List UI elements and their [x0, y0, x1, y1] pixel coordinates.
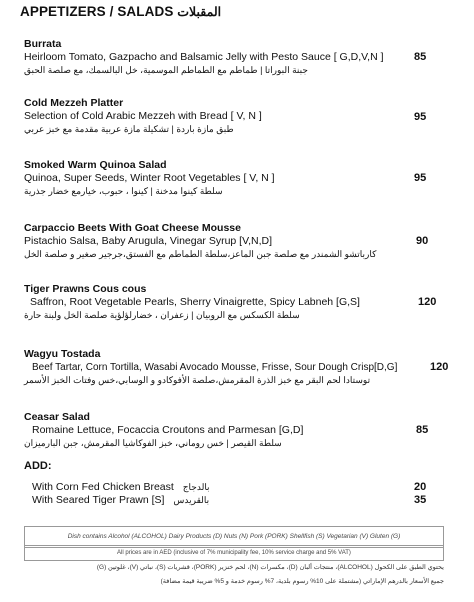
add-option-label: With Corn Fed Chicken Breast	[32, 481, 174, 493]
item-description-ar: كارباتشو الشمندر مع صلصة جبن الماعز،سلطة الطماطم مع الفستق،جرجير صغير و صلصة الخل	[24, 249, 377, 259]
item-price: 120	[430, 361, 449, 373]
item-description-ar: سلطة الكسكس مع الروبيان | زعفران ، خضارلؤلؤية صلصة الخل ولبنة حارة	[24, 310, 300, 320]
item-price: 120	[418, 296, 437, 308]
item-name: Smoked Warm Quinoa Salad	[24, 159, 167, 171]
title-ar: المقبلات	[177, 5, 222, 19]
item-description: Quinoa, Super Seeds, Winter Root Vegetables [ V, N ]	[24, 172, 275, 184]
menu-item	[24, 97, 444, 135]
item-price: 95	[414, 172, 427, 184]
item-name: Wagyu Tostada	[24, 348, 101, 360]
allergen-legend: Dish contains Alcohol (ALCOHOL) Dairy Products (D) Nuts (N) Pork (PORK) Shellfish (S) Vegetarian (V) Gluten (G)	[24, 526, 444, 548]
menu-item	[24, 222, 444, 260]
price-note-ar: جميع الأسعار بالدرهم الإماراتي (مشتملة على 10% رسوم بلدية، 7% رسوم خدمة و 5% ضريبة قيمة مضافة)	[160, 578, 444, 585]
menu-item	[24, 283, 444, 321]
item-description: Beef Tartar, Corn Tortilla, Wasabi Avocado Mousse, Frisse, Sour Dough Crisp[D,G]	[32, 362, 398, 373]
item-description: Heirloom Tomato, Gazpacho and Balsamic Jelly with Pesto Sauce [ G,D,V,N ]	[24, 51, 384, 63]
menu-item	[24, 159, 444, 197]
add-heading: ADD:	[24, 460, 52, 472]
menu-item	[24, 411, 444, 449]
item-description: Selection of Cold Arabic Mezzeh with Bread [ V, N ]	[24, 110, 262, 122]
item-name: Ceasar Salad	[24, 411, 90, 423]
page-title	[20, 4, 221, 19]
item-name: Carpaccio Beets With Goat Cheese Mousse	[24, 222, 241, 234]
menu-item	[24, 38, 444, 76]
item-name: Cold Mezzeh Platter	[24, 97, 124, 109]
add-option	[32, 494, 432, 506]
item-price: 95	[414, 111, 427, 123]
title-en: APPETIZERS / SALADS	[20, 4, 174, 19]
item-description: Romaine Lettuce, Focaccia Croutons and Parmesan [G,D]	[32, 424, 304, 436]
item-description-ar: توستادا لحم البقر مع خبز الذرة المقرمش،صلصة الأفوكادو و الوسابي،خس وفتات الخبز الأسمر	[24, 375, 371, 385]
add-option	[32, 481, 432, 493]
add-option-price: 20	[414, 481, 427, 493]
item-description-ar: طبق مازة باردة | تشكيلة مازة عربية مقدمة مع خبز عربي	[24, 124, 234, 134]
item-name: Tiger Prawns Cous cous	[24, 283, 147, 295]
item-price: 90	[416, 235, 429, 247]
add-option-ar: بالدجاج	[182, 482, 210, 492]
price-note: All prices are in AED (inclusive of 7% municipality fee, 10% service charge and 5% VAT)	[24, 545, 444, 561]
item-price: 85	[416, 424, 429, 436]
item-description: Saffron, Root Vegetable Pearls, Sherry Vinaigrette, Spicy Labneh [G,S]	[30, 296, 360, 308]
item-description: Pistachio Salsa, Baby Arugula, Vinegar Syrup [V,N,D]	[24, 235, 273, 247]
add-option-price: 35	[414, 494, 427, 506]
item-description-ar: جبنة البوراتا | طماطم مع الطماطم الموسمية، خل البالسمك، مع صلصة الحبق	[24, 65, 308, 75]
menu-item	[24, 348, 444, 386]
item-price: 85	[414, 51, 427, 63]
add-option-label: With Seared Tiger Prawn [S]	[32, 494, 165, 506]
allergen-legend-ar: يحتوي الطبق على الكحول (ALCOHOL)، منتجات ألبان (D)، مكسرات (N)، لحم خنزير (PORK)، قشريات (S)، نباتي (V)، غلوتين (G)	[96, 564, 444, 571]
item-description-ar: سلطة القيصر | خس روماني، خبز الفوكاشيا المقرمش، جبن البارميزان	[24, 438, 282, 448]
item-description-ar: سلطة كينوا مدخنة | كينوا ، حبوب، خيارمع خضار جذرية	[24, 186, 223, 196]
add-option-ar: بالقريدس	[173, 495, 210, 505]
item-name: Burrata	[24, 38, 62, 50]
